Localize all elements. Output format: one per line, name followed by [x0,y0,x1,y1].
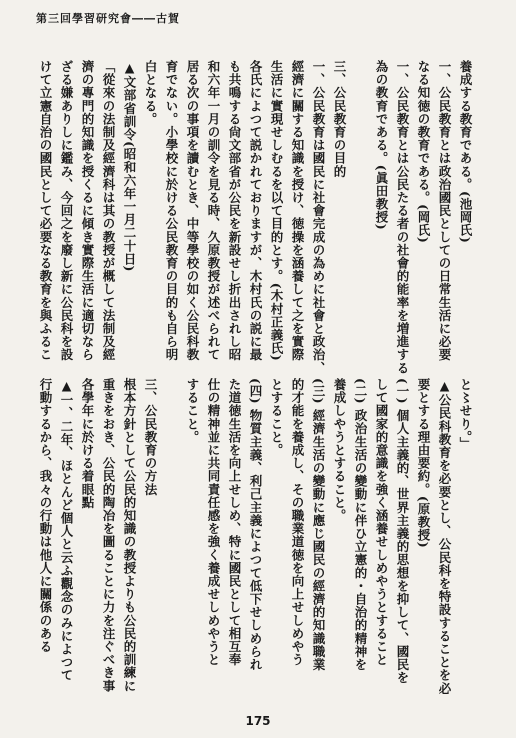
text-column: ざる嫌ありしに鑑み、今回之を廢し新に公民科を設 [59,60,74,362]
text-column: けて立憲自治の國民として必要なる教育を與ふるこ [38,60,53,362]
text-column: 「從來の法制及經濟科は其の教授が概して法制及經 [101,60,116,362]
lower-text-block [35,378,476,703]
text-column: 三、公民教育の方法 [143,378,158,496]
text-column: 的才能を養成し、その職業道徳を向上せしめやう [290,378,305,667]
text-column: 和六年一月の訓令を見る時、久原教授が述べられて [206,60,221,362]
text-column: 養成しやうとすること。 [332,378,347,523]
text-column: ▲一、二年、ほとんど個人と云ふ觀念のみによつて [59,378,74,682]
text-column: 為の教育である。(眞田教授) [374,60,389,231]
text-column: (四) 物質主義、利己主義によつて低下せしめられ [248,378,263,672]
text-column: 重きをおき、公民的陶冶を圖ることに力を注ぐべき事 [101,378,116,693]
text-column: すること。 [185,378,200,444]
text-column: 仕の精神並に共同責任感を強く養成せしめやうと [206,378,221,667]
text-column: 養成する教育である。(池岡氏) [458,60,473,244]
text-column: とすること。 [269,378,284,457]
text-column: 各學年に於ける着眼點 [80,378,95,509]
text-column: 經濟に關する知識を授け、徳操を涵養して之を實際 [290,60,305,362]
text-column: 要とする理由要約。(原教授) [416,378,431,549]
text-column [350,60,371,378]
text-column: 生活に實現せしむるを以て目的とす。(木村正義氏) [269,60,284,362]
text-column: 居る次の事項を讀むとき、中等學校の如く公民科教 [185,60,200,362]
text-column: (一) 個人主義的、世界主義的思想を抑して、國民を [395,378,410,685]
text-column: 行動するから、我々の行動は他人に關係のある [38,378,53,654]
text-column: 白となる。 [143,60,158,126]
text-column: 濟の專門的知識を授くるに傾き實際生活に適切なら [80,60,95,362]
text-column: (二) 政治生活の變動に伴ひ立憲的・自治的精神を [353,378,368,672]
text-column: (三) 經濟生活の變動に應じ國民の經濟的知識職業 [311,378,326,672]
page-number: 175 [245,714,271,728]
text-column: 各氏によつて説かれておりますが、木村氏の説に最 [248,60,263,362]
text-column: た道徳生活を向上せしめ、特に國民として相互奉 [227,378,242,667]
text-column: ▲文部省訓令(昭和六年一月二十日) [122,60,137,273]
text-column: と〻せり。」 [458,378,473,451]
text-column: 三、公民教育の目的 [332,60,347,178]
text-column: 根本方針として公民的知識の教授よりも公民的訓練に [122,378,137,693]
upper-text-block [35,60,476,378]
text-column: も共鳴する尙文部省が公民を新設せし折出されし昭 [227,60,242,362]
text-column: ▲公民科教育を必要とし、公民科を特設することを必 [437,378,452,695]
text-column [161,378,182,703]
text-column: なる知徳の教育である。(岡氏) [416,60,431,244]
text-column: 一、公民教育は國民に社會完成の為めに社會と政治、 [311,60,326,375]
running-header: 第三回學習研究會――古賀 [36,12,180,25]
text-column: 育でない。小學校に於ける公民教育の目的も自ら明 [164,60,179,362]
text-column: して國家的意識を強く涵養せしめやうとすること [374,378,389,667]
text-column: 一、公民教育とは公民たる者の社會的能率を増進する [395,60,410,375]
text-column: 一、公民教育とは政治國民としての日常生活に必要 [437,60,452,362]
